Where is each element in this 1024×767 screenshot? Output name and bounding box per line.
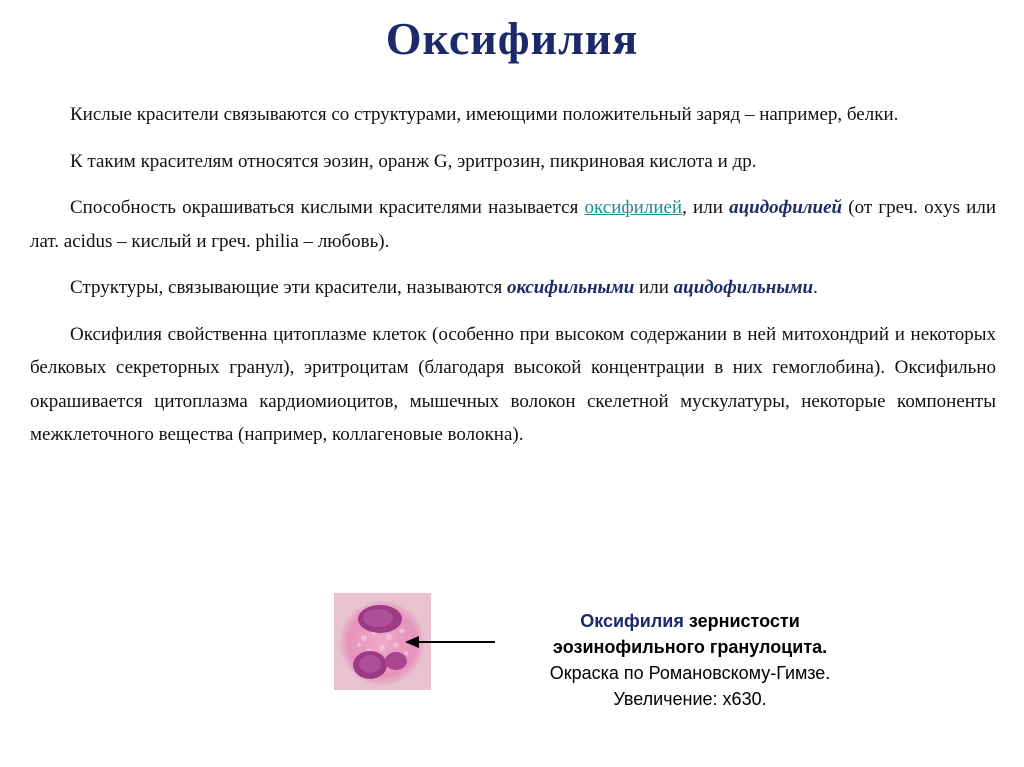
figure-caption	[490, 608, 890, 712]
paragraph-1: Кислые красители связываются со структурами, имеющими положительный заряд – например, белки.	[70, 104, 899, 125]
p4-text-after: .	[813, 277, 818, 298]
acidophilia-term: ацидофилией	[729, 197, 843, 218]
caption-line-2: эозинофильного гранулоцита.	[552, 637, 828, 657]
p4-text-before: Структуры, связывающие эти красители, называются	[70, 277, 507, 298]
caption-line-4: Увеличение: х630.	[613, 689, 767, 709]
oxyphilic-term: оксифильными	[506, 277, 635, 298]
main-text	[30, 98, 996, 465]
paragraph-2: К таким красителям относятся эозин, оранж G, эритрозин, пикриновая кислота и др.	[70, 150, 757, 172]
pointer-arrow-icon	[405, 634, 497, 650]
page-title: Оксифилия	[385, 13, 639, 64]
p3-text-middle: , или	[682, 197, 730, 218]
caption-line-1	[490, 608, 890, 634]
acidophilic-term: ацидофильными	[673, 277, 814, 298]
paragraph-5: Оксифилия свойственна цитоплазме клеток (особенно при высоком содержании в ней митохондрий и некоторых белковых секреторных гранул), эритроцитам (благодаря высокой концентрации в них гемоглобина). Оксифильно окрашивается цитоплазма кардиомиоцитов, мышечных волокон скелетной мускулатуры, некоторые компоненты межклеточного вещества (например, коллагеновые волокна).	[30, 323, 996, 445]
p3-text-before: Способность окрашиваться кислыми красителями называется	[70, 197, 585, 218]
caption-term: Оксифилия	[580, 611, 684, 631]
paragraph-4	[30, 271, 996, 305]
caption-line-3: Окраска по Романовскому-Гимзе.	[549, 663, 831, 683]
oxyphilia-link[interactable]: оксифилией	[584, 197, 683, 218]
paragraph-3	[30, 191, 996, 258]
p3-text-after: (от греч. oxys или лат. acidus – кислый и греч. philia – любовь).	[30, 197, 997, 252]
p4-text-middle: или	[634, 277, 674, 298]
caption-line-1-rest: зернистости	[683, 611, 800, 631]
